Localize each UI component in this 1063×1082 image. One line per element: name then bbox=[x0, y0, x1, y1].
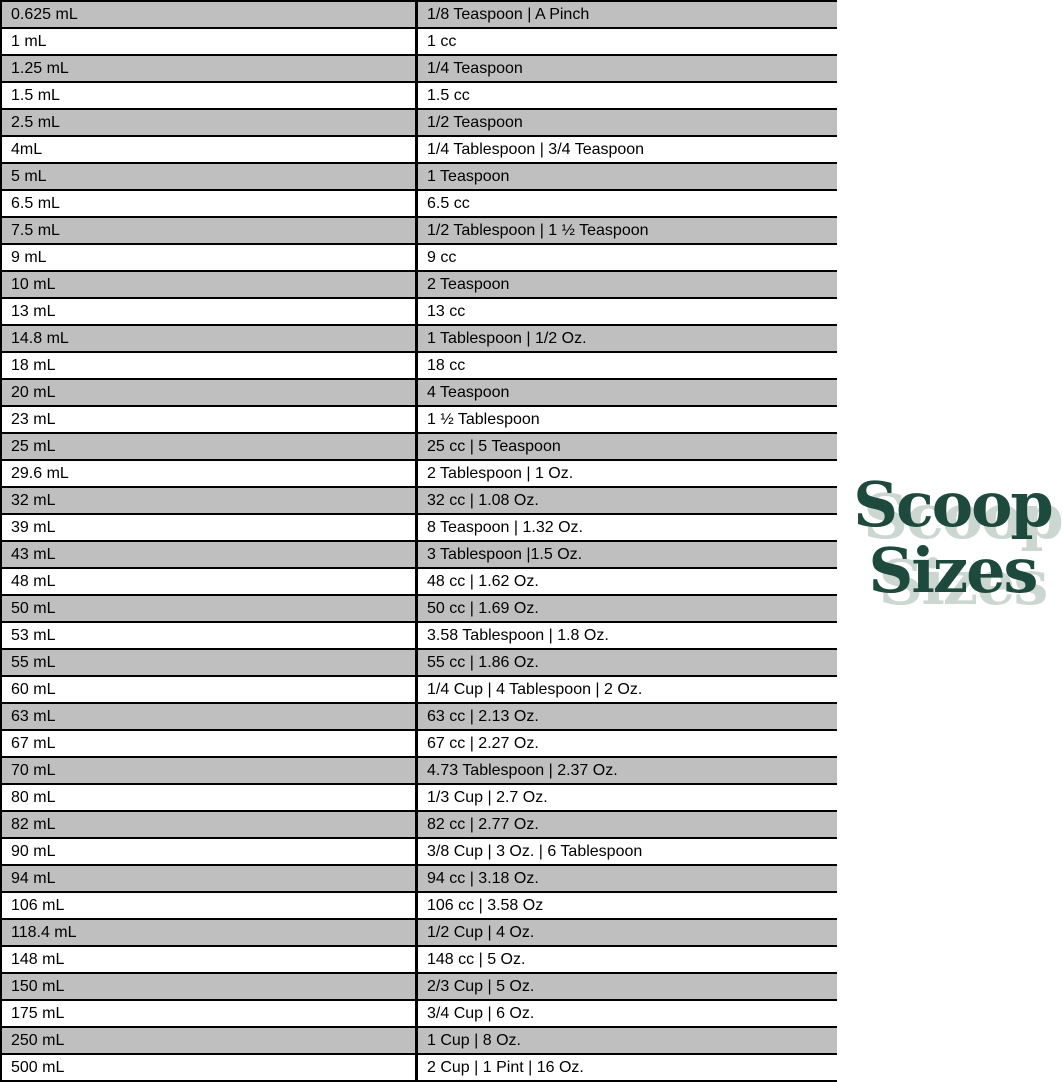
table-row bbox=[1, 838, 837, 865]
milliliters-cell: 60 mL bbox=[1, 676, 417, 703]
equivalent-cell: 2 Cup | 1 Pint | 16 Oz. bbox=[417, 1054, 838, 1081]
table-row bbox=[1, 541, 837, 568]
equivalent-cell: 3.58 Tablespoon | 1.8 Oz. bbox=[417, 622, 838, 649]
milliliters-cell: 6.5 mL bbox=[1, 190, 417, 217]
table-row bbox=[1, 298, 837, 325]
milliliters-cell: 43 mL bbox=[1, 541, 417, 568]
equivalent-cell: 1/4 Cup | 4 Tablespoon | 2 Oz. bbox=[417, 676, 838, 703]
conversion-table-body bbox=[1, 1, 837, 1081]
equivalent-cell: 25 cc | 5 Teaspoon bbox=[417, 433, 838, 460]
milliliters-cell: 0.625 mL bbox=[1, 1, 417, 28]
equivalent-cell: 4.73 Tablespoon | 2.37 Oz. bbox=[417, 757, 838, 784]
table-row bbox=[1, 190, 837, 217]
milliliters-cell: 80 mL bbox=[1, 784, 417, 811]
milliliters-cell: 50 mL bbox=[1, 595, 417, 622]
table-row bbox=[1, 973, 837, 1000]
logo-line-2: Sizes bbox=[868, 533, 1037, 607]
table-row bbox=[1, 703, 837, 730]
milliliters-cell: 53 mL bbox=[1, 622, 417, 649]
table-row bbox=[1, 1027, 837, 1054]
milliliters-cell: 1.5 mL bbox=[1, 82, 417, 109]
table-row bbox=[1, 217, 837, 244]
table-row bbox=[1, 82, 837, 109]
table-row bbox=[1, 811, 837, 838]
equivalent-cell: 63 cc | 2.13 Oz. bbox=[417, 703, 838, 730]
equivalent-cell: 1/2 Tablespoon | 1 ½ Teaspoon bbox=[417, 217, 838, 244]
milliliters-cell: 148 mL bbox=[1, 946, 417, 973]
milliliters-cell: 250 mL bbox=[1, 1027, 417, 1054]
milliliters-cell: 55 mL bbox=[1, 649, 417, 676]
milliliters-cell: 14.8 mL bbox=[1, 325, 417, 352]
table-row bbox=[1, 730, 837, 757]
milliliters-cell: 106 mL bbox=[1, 892, 417, 919]
table-row bbox=[1, 352, 837, 379]
equivalent-cell: 6.5 cc bbox=[417, 190, 838, 217]
milliliters-cell: 90 mL bbox=[1, 838, 417, 865]
table-row bbox=[1, 244, 837, 271]
table-row bbox=[1, 1000, 837, 1027]
equivalent-cell: 1 Tablespoon | 1/2 Oz. bbox=[417, 325, 838, 352]
table-row bbox=[1, 163, 837, 190]
table-row bbox=[1, 136, 837, 163]
equivalent-cell: 106 cc | 3.58 Oz bbox=[417, 892, 838, 919]
milliliters-cell: 25 mL bbox=[1, 433, 417, 460]
table-row bbox=[1, 487, 837, 514]
table-row bbox=[1, 55, 837, 82]
table-row bbox=[1, 28, 837, 55]
equivalent-cell: 2 Teaspoon bbox=[417, 271, 838, 298]
equivalent-cell: 1/4 Tablespoon | 3/4 Teaspoon bbox=[417, 136, 838, 163]
milliliters-cell: 500 mL bbox=[1, 1054, 417, 1081]
milliliters-cell: 32 mL bbox=[1, 487, 417, 514]
milliliters-cell: 63 mL bbox=[1, 703, 417, 730]
milliliters-cell: 48 mL bbox=[1, 568, 417, 595]
milliliters-cell: 4mL bbox=[1, 136, 417, 163]
milliliters-cell: 18 mL bbox=[1, 352, 417, 379]
table-row bbox=[1, 568, 837, 595]
milliliters-cell: 82 mL bbox=[1, 811, 417, 838]
table-row bbox=[1, 892, 837, 919]
equivalent-cell: 1 ½ Tablespoon bbox=[417, 406, 838, 433]
milliliters-cell: 118.4 mL bbox=[1, 919, 417, 946]
milliliters-cell: 2.5 mL bbox=[1, 109, 417, 136]
equivalent-cell: 18 cc bbox=[417, 352, 838, 379]
equivalent-cell: 3/8 Cup | 3 Oz. | 6 Tablespoon bbox=[417, 838, 838, 865]
equivalent-cell: 1 Teaspoon bbox=[417, 163, 838, 190]
equivalent-cell: 82 cc | 2.77 Oz. bbox=[417, 811, 838, 838]
equivalent-cell: 3/4 Cup | 6 Oz. bbox=[417, 1000, 838, 1027]
equivalent-cell: 148 cc | 5 Oz. bbox=[417, 946, 838, 973]
table-row bbox=[1, 406, 837, 433]
equivalent-cell: 3 Tablespoon |1.5 Oz. bbox=[417, 541, 838, 568]
milliliters-cell: 70 mL bbox=[1, 757, 417, 784]
milliliters-cell: 20 mL bbox=[1, 379, 417, 406]
table-row bbox=[1, 1054, 837, 1081]
equivalent-cell: 1/2 Cup | 4 Oz. bbox=[417, 919, 838, 946]
equivalent-cell: 2/3 Cup | 5 Oz. bbox=[417, 973, 838, 1000]
table-row bbox=[1, 325, 837, 352]
milliliters-cell: 150 mL bbox=[1, 973, 417, 1000]
equivalent-cell: 1/4 Teaspoon bbox=[417, 55, 838, 82]
table-row bbox=[1, 919, 837, 946]
equivalent-cell: 1/8 Teaspoon | A Pinch bbox=[417, 1, 838, 28]
table-row bbox=[1, 514, 837, 541]
milliliters-cell: 7.5 mL bbox=[1, 217, 417, 244]
equivalent-cell: 13 cc bbox=[417, 298, 838, 325]
scoop-sizes-logo bbox=[842, 468, 1063, 607]
table-row bbox=[1, 865, 837, 892]
milliliters-cell: 29.6 mL bbox=[1, 460, 417, 487]
table-row bbox=[1, 460, 837, 487]
milliliters-cell: 94 mL bbox=[1, 865, 417, 892]
equivalent-cell: 4 Teaspoon bbox=[417, 379, 838, 406]
table-row bbox=[1, 676, 837, 703]
equivalent-cell: 1/2 Teaspoon bbox=[417, 109, 838, 136]
milliliters-cell: 9 mL bbox=[1, 244, 417, 271]
table-row bbox=[1, 1, 837, 28]
equivalent-cell: 67 cc | 2.27 Oz. bbox=[417, 730, 838, 757]
table-row bbox=[1, 784, 837, 811]
equivalent-cell: 94 cc | 3.18 Oz. bbox=[417, 865, 838, 892]
table-row bbox=[1, 622, 837, 649]
milliliters-cell: 67 mL bbox=[1, 730, 417, 757]
table-row bbox=[1, 109, 837, 136]
milliliters-cell: 175 mL bbox=[1, 1000, 417, 1027]
equivalent-cell: 9 cc bbox=[417, 244, 838, 271]
table-row bbox=[1, 946, 837, 973]
equivalent-cell: 1.5 cc bbox=[417, 82, 838, 109]
equivalent-cell: 8 Teaspoon | 1.32 Oz. bbox=[417, 514, 838, 541]
equivalent-cell: 1 Cup | 8 Oz. bbox=[417, 1027, 838, 1054]
table-row bbox=[1, 379, 837, 406]
milliliters-cell: 10 mL bbox=[1, 271, 417, 298]
equivalent-cell: 50 cc | 1.69 Oz. bbox=[417, 595, 838, 622]
logo-line-1: Scoop bbox=[853, 468, 1052, 541]
milliliters-cell: 5 mL bbox=[1, 163, 417, 190]
equivalent-cell: 1/3 Cup | 2.7 Oz. bbox=[417, 784, 838, 811]
milliliters-cell: 23 mL bbox=[1, 406, 417, 433]
table-row bbox=[1, 757, 837, 784]
milliliters-cell: 1.25 mL bbox=[1, 55, 417, 82]
table-row bbox=[1, 595, 837, 622]
table-row bbox=[1, 649, 837, 676]
equivalent-cell: 55 cc | 1.86 Oz. bbox=[417, 649, 838, 676]
table-row bbox=[1, 271, 837, 298]
equivalent-cell: 2 Tablespoon | 1 Oz. bbox=[417, 460, 838, 487]
equivalent-cell: 1 cc bbox=[417, 28, 838, 55]
milliliters-cell: 39 mL bbox=[1, 514, 417, 541]
equivalent-cell: 48 cc | 1.62 Oz. bbox=[417, 568, 838, 595]
equivalent-cell: 32 cc | 1.08 Oz. bbox=[417, 487, 838, 514]
milliliters-cell: 13 mL bbox=[1, 298, 417, 325]
milliliters-cell: 1 mL bbox=[1, 28, 417, 55]
table-row bbox=[1, 433, 837, 460]
